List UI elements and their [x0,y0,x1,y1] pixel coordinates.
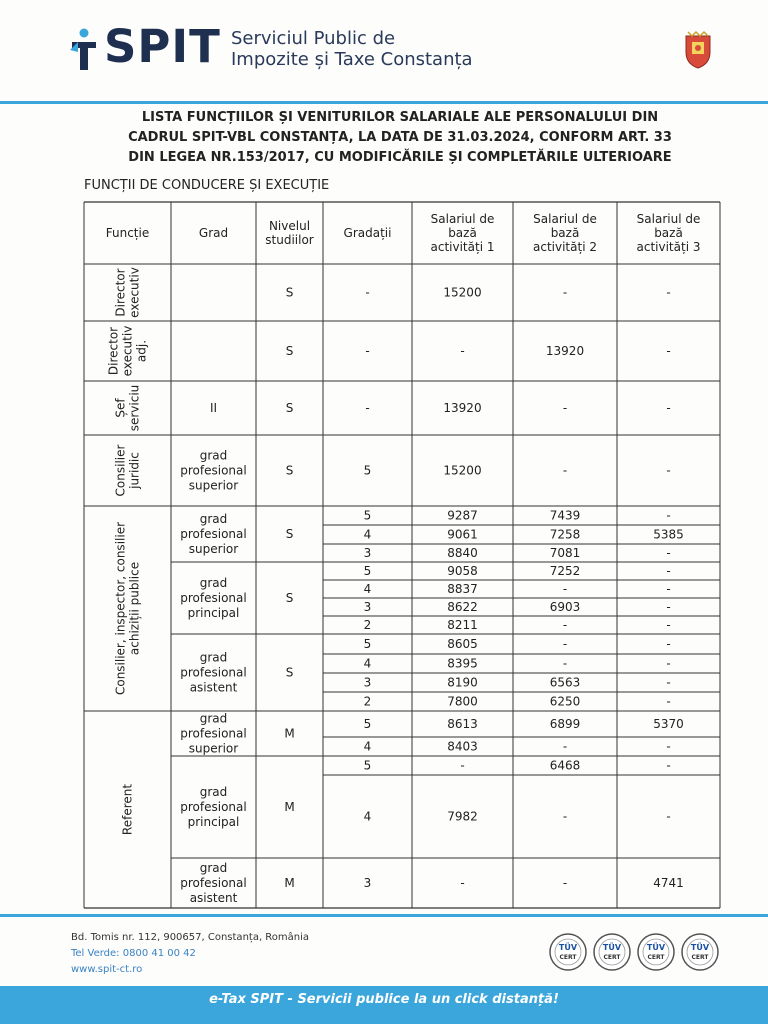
column-header: Gradații [343,226,392,240]
phone-label: Tel Verde: [71,948,120,959]
grade-label: profesional [180,876,247,890]
salary-cell-1: 8622 [447,600,478,614]
salary-cell-2: - [562,285,568,300]
gradation-cell: - [365,285,370,300]
salary-cell-3: - [666,637,671,651]
salary-cell-3: - [666,739,671,754]
salary-cell-2: 6899 [549,717,581,731]
tuv-badge-icon [550,934,586,970]
function-label: serviciu [127,384,142,432]
grade-label: grad [199,576,228,590]
salary-cell-1: 8403 [447,739,478,754]
salary-cell-2: 7081 [549,546,581,560]
salary-cell-1: - [460,758,465,773]
tuv-badge-text: CERT [603,954,621,961]
grade-label: principal [187,815,240,829]
grade-label: profesional [180,463,247,478]
column-header: bază [654,226,683,240]
gradation-cell: - [365,344,370,358]
grade-label: profesional [180,665,247,680]
studies-level: M [284,876,295,890]
gradation-cell: 3 [363,675,372,690]
salary-cell-2: 6468 [549,758,581,773]
website-link[interactable]: www.spit-ct.ro [71,964,143,975]
footer-address: Bd. Tomis nr. 112, 900657, Constanța, România [71,932,310,943]
salary-cell-2: - [562,876,568,890]
column-header: studiilor [265,233,314,247]
tuv-badge-text: CERT [691,954,709,961]
footer-contact [71,930,309,978]
function-label: juridic [127,452,142,489]
salary-cell-3: - [666,694,671,709]
salary-cell-1: 8395 [447,656,478,671]
column-header: Salariul de [636,212,701,226]
column-header: Funcție [105,226,150,240]
gradation-cell: 5 [363,564,372,578]
salary-cell-3: - [666,675,671,690]
salary-cell-1: 8613 [447,717,478,731]
salary-cell-2: - [562,809,568,824]
grade-label: grad [199,861,228,875]
org-name-line1: Serviciul Public de [231,28,396,49]
column-header: activități 2 [533,240,597,254]
salary-cell-1: 8840 [447,546,478,560]
tuv-badge-text: TÜV [646,943,666,952]
salary-cell-2: - [562,463,568,478]
salary-cell-2: - [562,582,568,596]
salary-cell-2: - [562,739,568,754]
salary-cell-2: 13920 [545,344,585,358]
gradation-cell: 5 [363,717,372,731]
studies-level: S [285,285,294,300]
tuv-badge-icon [594,934,630,970]
gradation-cell: 4 [363,809,372,824]
function-label: Consilier [113,444,128,497]
salary-cell-3: - [666,564,671,578]
salary-cell-1: 8190 [447,675,478,690]
gradation-cell: 5 [363,758,372,773]
salary-cell-3: - [666,463,671,478]
salary-cell-1: 8211 [447,618,478,632]
salary-cell-3: - [666,344,671,358]
salary-cell-2: 7439 [549,508,581,523]
salary-cell-2: 6250 [549,694,581,709]
grade-label: grad [199,711,228,726]
studies-level: S [285,527,294,541]
gradation-cell: 3 [363,876,372,890]
salary-cell-1: 7982 [447,809,478,824]
function-label: adj. [134,339,149,363]
grade-label: superior [188,478,239,493]
salary-cell-1: 7800 [447,694,478,709]
grade-label: superior [188,542,239,556]
function-label: executiv [120,325,135,377]
grade-label: principal [187,606,240,620]
tuv-badge-text: CERT [647,954,665,961]
gradation-cell: - [365,401,370,415]
gradation-cell: 4 [363,527,372,542]
column-header: activități 1 [430,240,495,254]
grade-label: profesional [180,800,247,814]
grade-label: profesional [180,591,247,605]
salary-cell-2: - [562,656,568,671]
org-name-line2: Impozite și Taxe Constanța [231,49,473,70]
salary-cell-1: 15200 [443,463,482,478]
section-title: FUNCȚII DE CONDUCERE ȘI EXECUȚIE [84,178,330,193]
salary-cell-3: 5385 [653,527,684,542]
grade-label: grad [199,512,228,526]
studies-level: S [285,344,294,358]
salary-cell-1: 13920 [443,401,482,415]
studies-level: S [285,591,294,605]
salary-cell-1: - [460,344,465,358]
salary-cell-2: - [562,618,568,632]
column-header: Grad [198,226,229,240]
footer-divider [0,914,768,917]
salary-cell-1: 9061 [447,527,478,542]
function-label: achiziții publice [127,561,142,656]
salary-cell-3: - [666,600,671,614]
grade-label: grad [199,448,228,463]
studies-level: M [284,726,295,741]
tuv-badge-icon [682,934,718,970]
tuv-badge-text: TÜV [602,943,622,952]
function-label: Director [106,326,121,376]
salary-cell-3: 4741 [653,876,684,890]
gradation-cell: 5 [363,637,372,651]
gradation-cell: 3 [363,600,372,614]
salary-cell-1: 9058 [447,564,478,578]
column-header: bază [448,226,477,240]
salary-cell-3: - [666,508,671,523]
salary-cell-2: 6563 [549,675,581,690]
gradation-cell: 3 [363,546,372,560]
gradation-cell: 5 [363,463,372,478]
certification-badges [540,930,720,980]
function-label: Consilier, inspector, consilier [113,521,128,696]
gradation-cell: 2 [363,694,372,709]
salary-cell-1: 9287 [447,508,478,523]
salary-cell-3: - [666,809,671,824]
logo-text: SPIT [104,20,221,73]
grade-label: grad [199,785,228,799]
tuv-badge-text: CERT [559,954,577,961]
bottom-tagline: e-Tax SPIT - Servicii publice la un click distanță! [209,992,559,1007]
salary-cell-2: 6903 [549,600,581,614]
tuv-badge-text: TÜV [690,943,710,952]
phone-number: 0800 41 00 42 [122,948,196,959]
tuv-badge-text: TÜV [558,943,578,952]
column-header: Salariul de [430,212,495,226]
salary-cell-3: 5370 [653,717,684,731]
grade-label: grad [199,650,228,665]
grade-label: profesional [180,527,247,541]
tuv-badge-icon [638,934,674,970]
studies-level: S [285,463,294,478]
gradation-cell: 5 [363,508,372,523]
salary-cell-1: 8837 [447,582,478,596]
function-label: Referent [120,783,135,836]
studies-level: S [285,665,294,680]
column-header: bază [550,226,580,240]
salary-cell-2: 7258 [549,527,581,542]
salary-cell-1: 15200 [443,285,482,300]
gradation-cell: 4 [363,582,372,596]
column-header: Salariul de [533,212,597,226]
salary-cell-3: - [666,758,671,773]
grade-label: asistent [189,891,238,905]
salary-cell-2: - [562,637,568,651]
grade-label: asistent [189,680,238,695]
salary-cell-3: - [666,546,671,560]
studies-level: S [285,401,294,415]
grade-label: profesional [180,726,247,741]
gradation-cell: 4 [363,656,372,671]
studies-level: M [284,800,295,814]
function-label: Șef [113,398,128,418]
salary-cell-3: - [666,401,671,415]
salary-cell-3: - [666,285,671,300]
salary-cell-1: 8605 [447,637,478,651]
salary-cell-3: - [666,656,671,671]
salary-cell-2: 7252 [549,564,581,578]
column-header: activități 3 [636,240,701,254]
salary-cell-3: - [666,582,671,596]
salary-cell-1: - [460,876,465,890]
title-line-1: LISTA FUNCȚIILOR ȘI VENITURILOR SALARIALE ALE PERSONALULUI DIN [141,110,659,125]
function-label: executiv [127,267,142,318]
grade-label: superior [188,741,239,756]
grade-label: II [209,401,218,415]
function-label: Director [113,268,128,317]
salary-cell-2: - [562,401,568,415]
column-header: Nivelul [268,219,311,233]
salary-cell-3: - [666,618,671,632]
gradation-cell: 4 [363,739,372,754]
title-line-3: DIN LEGEA NR.153/2017, CU MODIFICĂRILE ȘI COMPLETĂRILE ULTERIOARE [128,150,672,165]
gradation-cell: 2 [363,618,372,632]
title-line-2: CADRUL SPIT-VBL CONSTANȚA, LA DATA DE 31.03.2024, CONFORM ART. 33 [128,130,672,145]
